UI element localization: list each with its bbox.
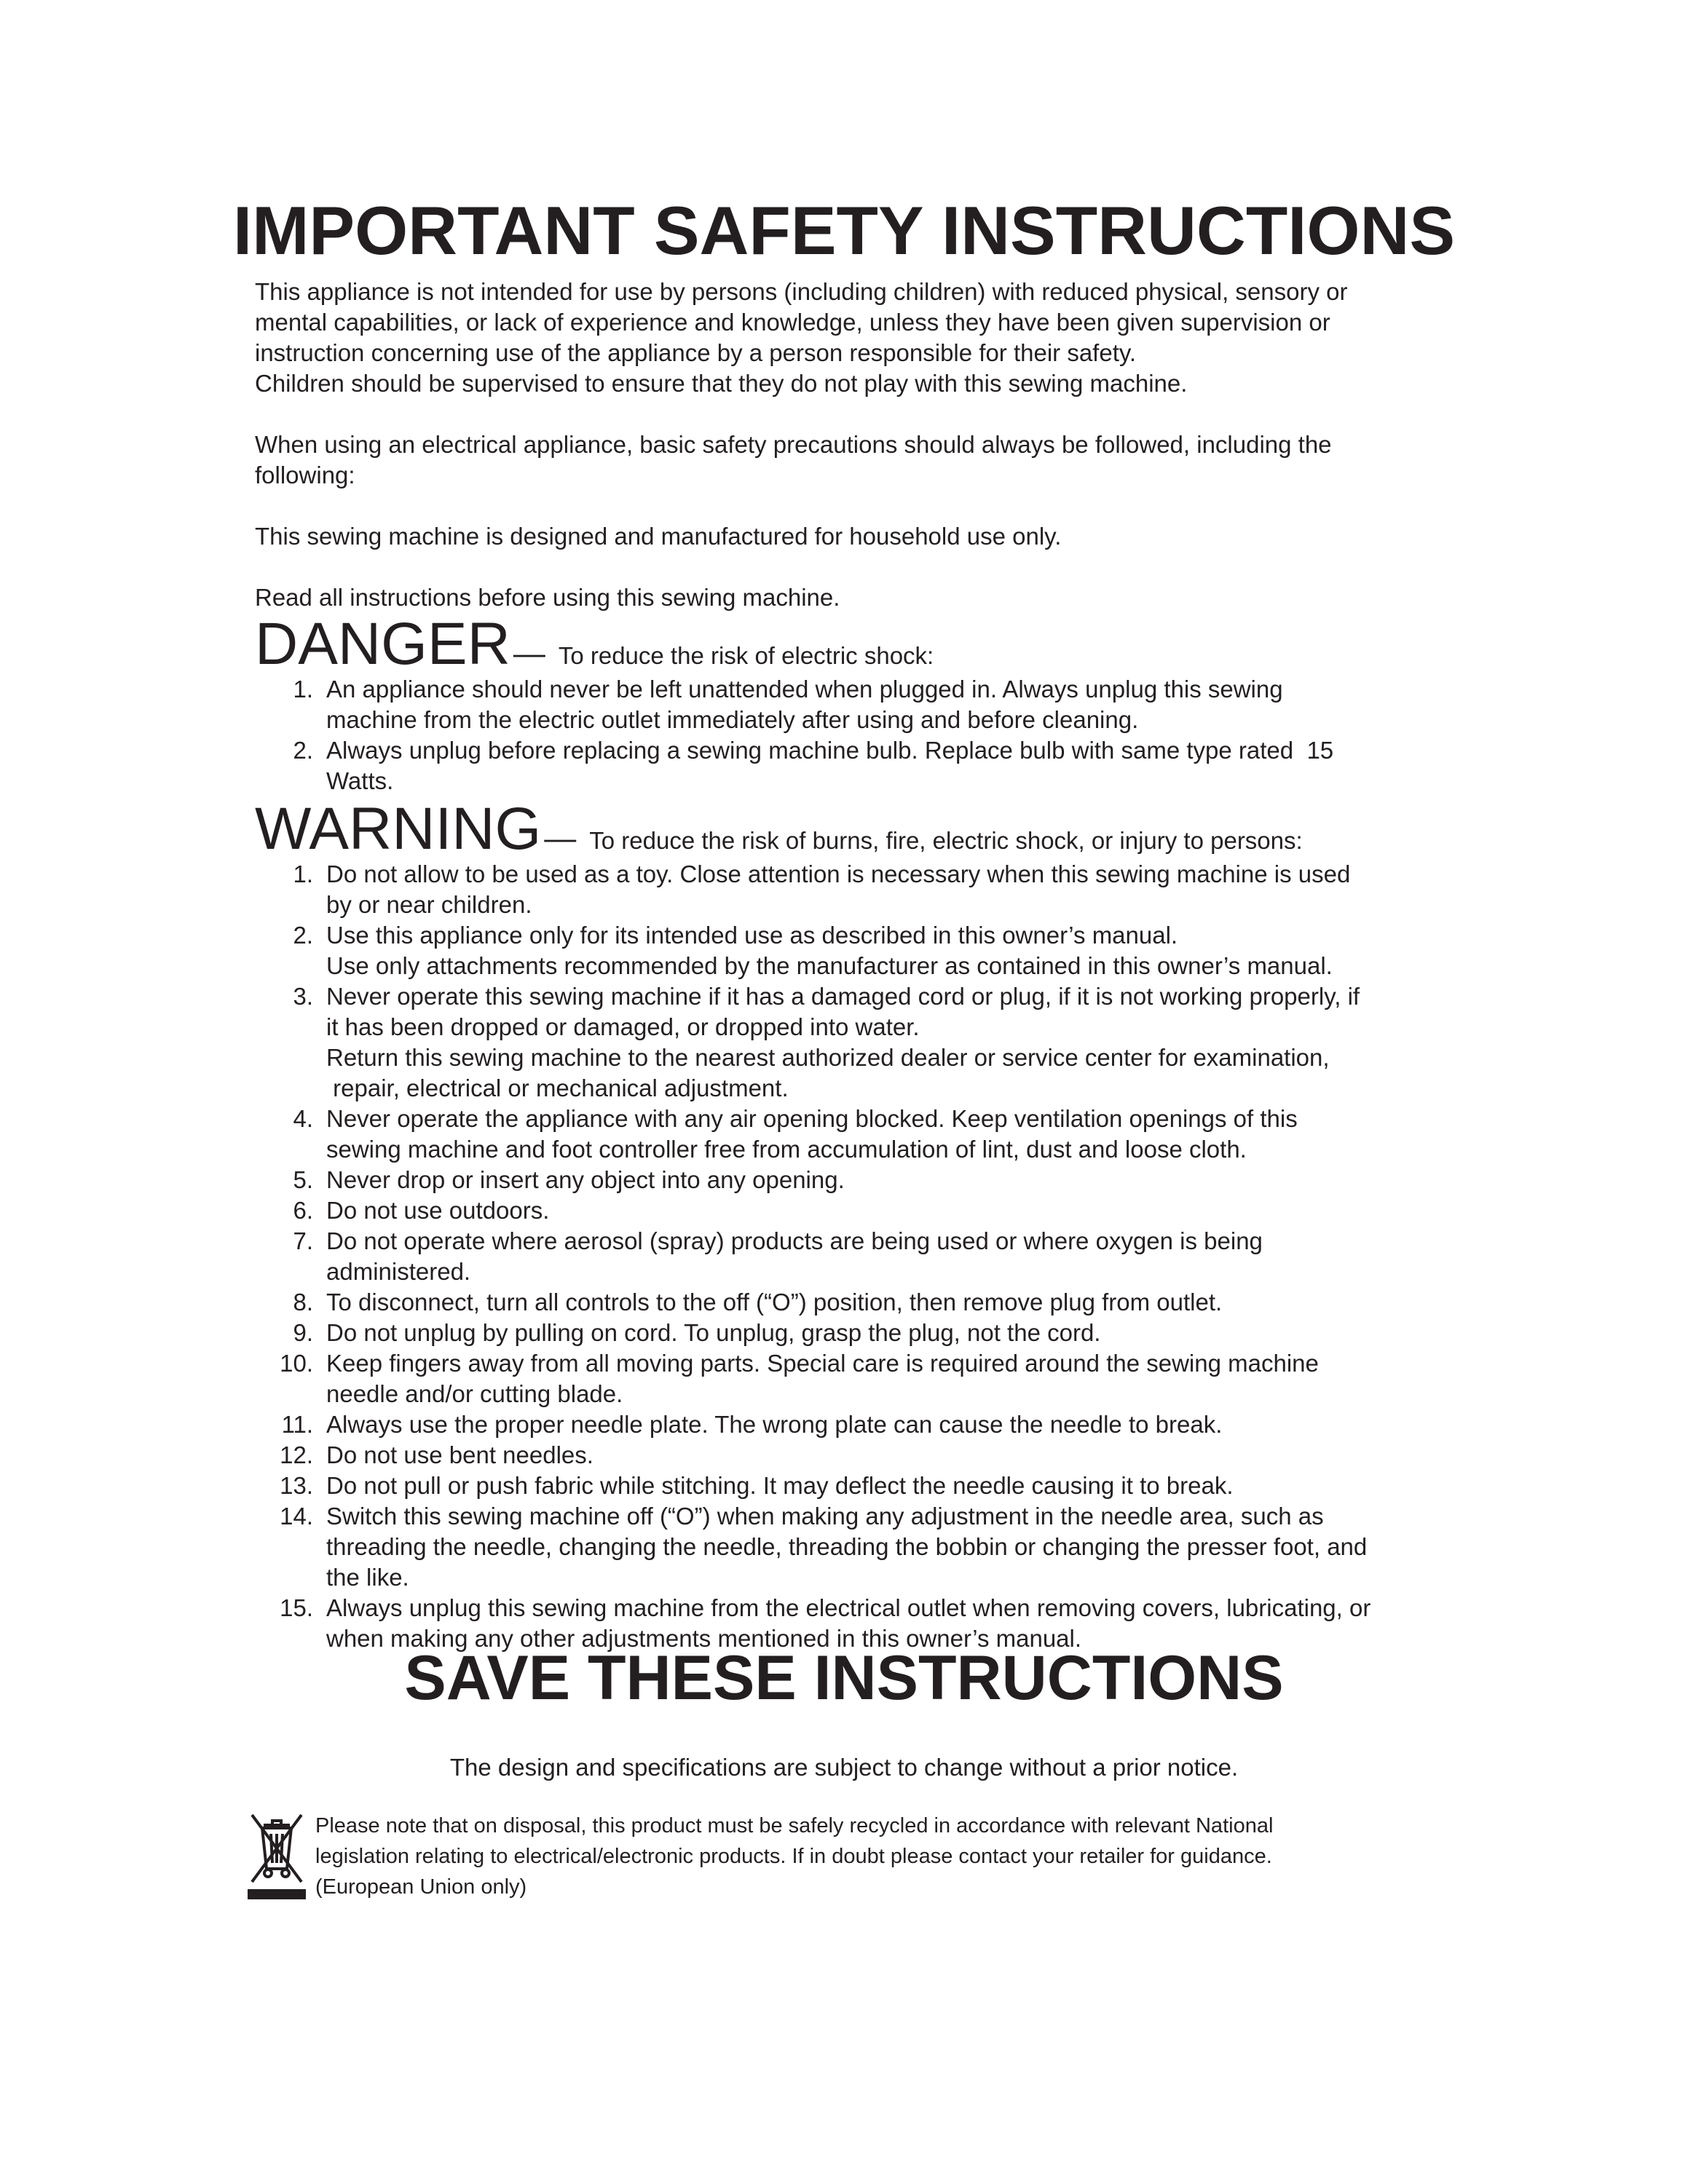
item-text: [313, 1409, 1456, 1440]
item-text: [313, 1318, 1456, 1348]
item-line: Switch this sewing machine off (“O”) when making any adjustment in the needle area, such as: [326, 1503, 1324, 1530]
item-number: 14.: [280, 1503, 313, 1530]
item-text: [313, 1287, 1456, 1318]
warning-heading-row: [255, 796, 1456, 862]
disposal-line: Please note that on disposal, this product must be safely recycled in accordance with relevant National: [315, 1814, 1274, 1837]
item-number: 8.: [293, 1289, 313, 1315]
disposal-notice: [248, 1809, 1471, 1911]
list-item: [255, 735, 1456, 796]
list-item: [255, 981, 1456, 1104]
item-line: machine from the electric outlet immediately after using and before cleaning.: [326, 706, 1139, 733]
household-use-note: This sewing machine is designed and manufactured for household use only.: [255, 523, 1062, 550]
supervision-note: Children should be supervised to ensure that they do not play with this sewing machine.: [255, 370, 1188, 397]
intro-paragraph-line: This appliance is not intended for use by persons (including children) with reduced physical, sensory or: [255, 278, 1348, 305]
item-line: Return this sewing machine to the nearest authorized dealer or service center for examination,: [326, 1044, 1330, 1071]
danger-heading-row: [255, 611, 1456, 677]
item-line: it has been dropped or damaged, or dropped into water.: [326, 1013, 920, 1040]
item-number: 1.: [293, 676, 313, 703]
warning-dash: —: [544, 820, 577, 856]
item-line: when making any other adjustments mentioned in this owner’s manual.: [326, 1625, 1082, 1652]
list-item: [255, 1195, 1456, 1226]
item-line: needle and/or cutting blade.: [326, 1380, 623, 1407]
safety-content: [255, 277, 1456, 1654]
warning-list: [255, 859, 1456, 1654]
item-line: sewing machine and foot controller free from accumulation of lint, dust and loose cloth.: [326, 1136, 1247, 1163]
item-text: [313, 674, 1456, 735]
item-number: 1.: [293, 860, 313, 887]
list-item: [255, 1501, 1456, 1593]
item-line: Never operate the appliance with any air opening blocked. Keep ventilation openings of this: [326, 1105, 1298, 1132]
item-text: [313, 1440, 1456, 1471]
crossed-out-wheelie-bin-icon: [248, 1809, 306, 1904]
item-number: 13.: [280, 1472, 313, 1499]
item-line: Watts.: [326, 767, 394, 794]
item-number: 4.: [293, 1105, 313, 1132]
spacer: [255, 491, 1456, 521]
save-instructions-title: SAVE THESE INSTRUCTIONS: [404, 1643, 1284, 1713]
list-item: [255, 1104, 1456, 1165]
item-text: [313, 1195, 1456, 1226]
item-text: [313, 1501, 1456, 1593]
list-item: [255, 1409, 1456, 1440]
item-line: Do not use bent needles.: [326, 1441, 593, 1468]
warning-subheading: To reduce the risk of burns, fire, electric shock, or injury to persons:: [589, 827, 1303, 854]
danger-subheading: To reduce the risk of electric shock:: [558, 642, 934, 669]
item-line: Keep fingers away from all moving parts. Special care is required around the sewing machine: [326, 1350, 1319, 1377]
item-text: [313, 1471, 1456, 1501]
precautions-paragraph-line: following:: [255, 462, 355, 488]
item-line: the like.: [326, 1564, 409, 1591]
item-number: 11.: [281, 1411, 313, 1438]
item-text: [313, 1104, 1456, 1165]
item-text: [313, 1165, 1456, 1195]
danger-heading: DANGER: [255, 611, 510, 677]
item-line: repair, electrical or mechanical adjustment.: [326, 1075, 789, 1101]
item-number: 15.: [280, 1594, 313, 1621]
item-line: by or near children.: [326, 891, 532, 918]
precautions-paragraph-line: When using an electrical appliance, basic safety precautions should always be followed, including the: [255, 431, 1332, 458]
item-line: Do not pull or push fabric while stitching. It may deflect the needle causing it to break.: [326, 1472, 1234, 1499]
item-line: Do not use outdoors.: [326, 1197, 550, 1224]
list-item: [255, 674, 1456, 735]
item-number: 6.: [293, 1197, 313, 1224]
item-line: Always unplug before replacing a sewing machine bulb. Replace bulb with same type rated 15: [326, 737, 1334, 764]
item-line: Do not operate where aerosol (spray) products are being used or where oxygen is being: [326, 1227, 1263, 1254]
item-text: [313, 1226, 1456, 1287]
item-number: 3.: [293, 983, 313, 1010]
item-number: 2.: [293, 922, 313, 949]
item-line: Never drop or insert any object into any opening.: [326, 1166, 845, 1193]
item-text: [313, 859, 1456, 920]
item-line: To disconnect, turn all controls to the off (“O”) position, then remove plug from outlet.: [326, 1289, 1223, 1315]
item-line: Never operate this sewing machine if it has a damaged cord or plug, if it is not working properly, if: [326, 983, 1360, 1010]
list-item: [255, 1471, 1456, 1501]
item-number: 7.: [293, 1227, 313, 1254]
intro-paragraph-line: instruction concerning use of the appliance by a person responsible for their safety.: [255, 339, 1137, 366]
item-line: Use this appliance only for its intended use as described in this owner’s manual.: [326, 922, 1178, 949]
item-text: [313, 735, 1456, 796]
item-text: [313, 920, 1456, 981]
danger-dash: —: [513, 636, 545, 671]
item-line: Use only attachments recommended by the manufacturer as contained in this owner’s manual.: [326, 952, 1333, 979]
intro-paragraph-line: mental capabilities, or lack of experience and knowledge, unless they have been given supervision or: [255, 309, 1330, 336]
item-line: Always unplug this sewing machine from the electrical outlet when removing covers, lubricating, or: [326, 1594, 1371, 1621]
item-line: An appliance should never be left unattended when plugged in. Always unplug this sewing: [326, 676, 1283, 703]
list-item: [255, 1226, 1456, 1287]
list-item: [255, 1287, 1456, 1318]
list-item: [255, 1440, 1456, 1471]
item-text: [313, 981, 1456, 1104]
item-line: Do not allow to be used as a toy. Close attention is necessary when this sewing machine is used: [326, 860, 1351, 887]
danger-list: [255, 674, 1456, 796]
item-text: [313, 1348, 1456, 1409]
list-item: [255, 920, 1456, 981]
item-number: 12.: [280, 1441, 313, 1468]
warning-heading: WARNING: [255, 796, 542, 862]
item-number: 10.: [280, 1350, 313, 1377]
item-line: Always use the proper needle plate. The wrong plate can cause the needle to break.: [326, 1411, 1223, 1438]
item-line: administered.: [326, 1258, 471, 1285]
spacer: [255, 552, 1456, 582]
list-item: [255, 1348, 1456, 1409]
disposal-text: [315, 1811, 1466, 1902]
page-title: IMPORTANT SAFETY INSTRUCTIONS: [232, 192, 1456, 269]
item-number: 9.: [293, 1319, 313, 1346]
list-item: [255, 859, 1456, 920]
spacer: [255, 399, 1456, 430]
item-line: Do not unplug by pulling on cord. To unplug, grasp the plug, not the cord.: [326, 1319, 1101, 1346]
list-item: [255, 1165, 1456, 1195]
item-number: 5.: [293, 1166, 313, 1193]
disposal-region-note: (European Union only): [315, 1875, 527, 1899]
disposal-line: legislation relating to electrical/electronic products. If in doubt please contact your retailer for guidance.: [315, 1845, 1272, 1868]
list-item: [255, 1318, 1456, 1348]
item-number: 2.: [293, 737, 313, 764]
item-line: threading the needle, changing the needle, threading the bobbin or changing the presser foot, and: [326, 1533, 1368, 1560]
change-notice: The design and specifications are subject to change without a prior notice.: [449, 1754, 1239, 1781]
read-instructions-note: Read all instructions before using this sewing machine.: [255, 584, 840, 611]
